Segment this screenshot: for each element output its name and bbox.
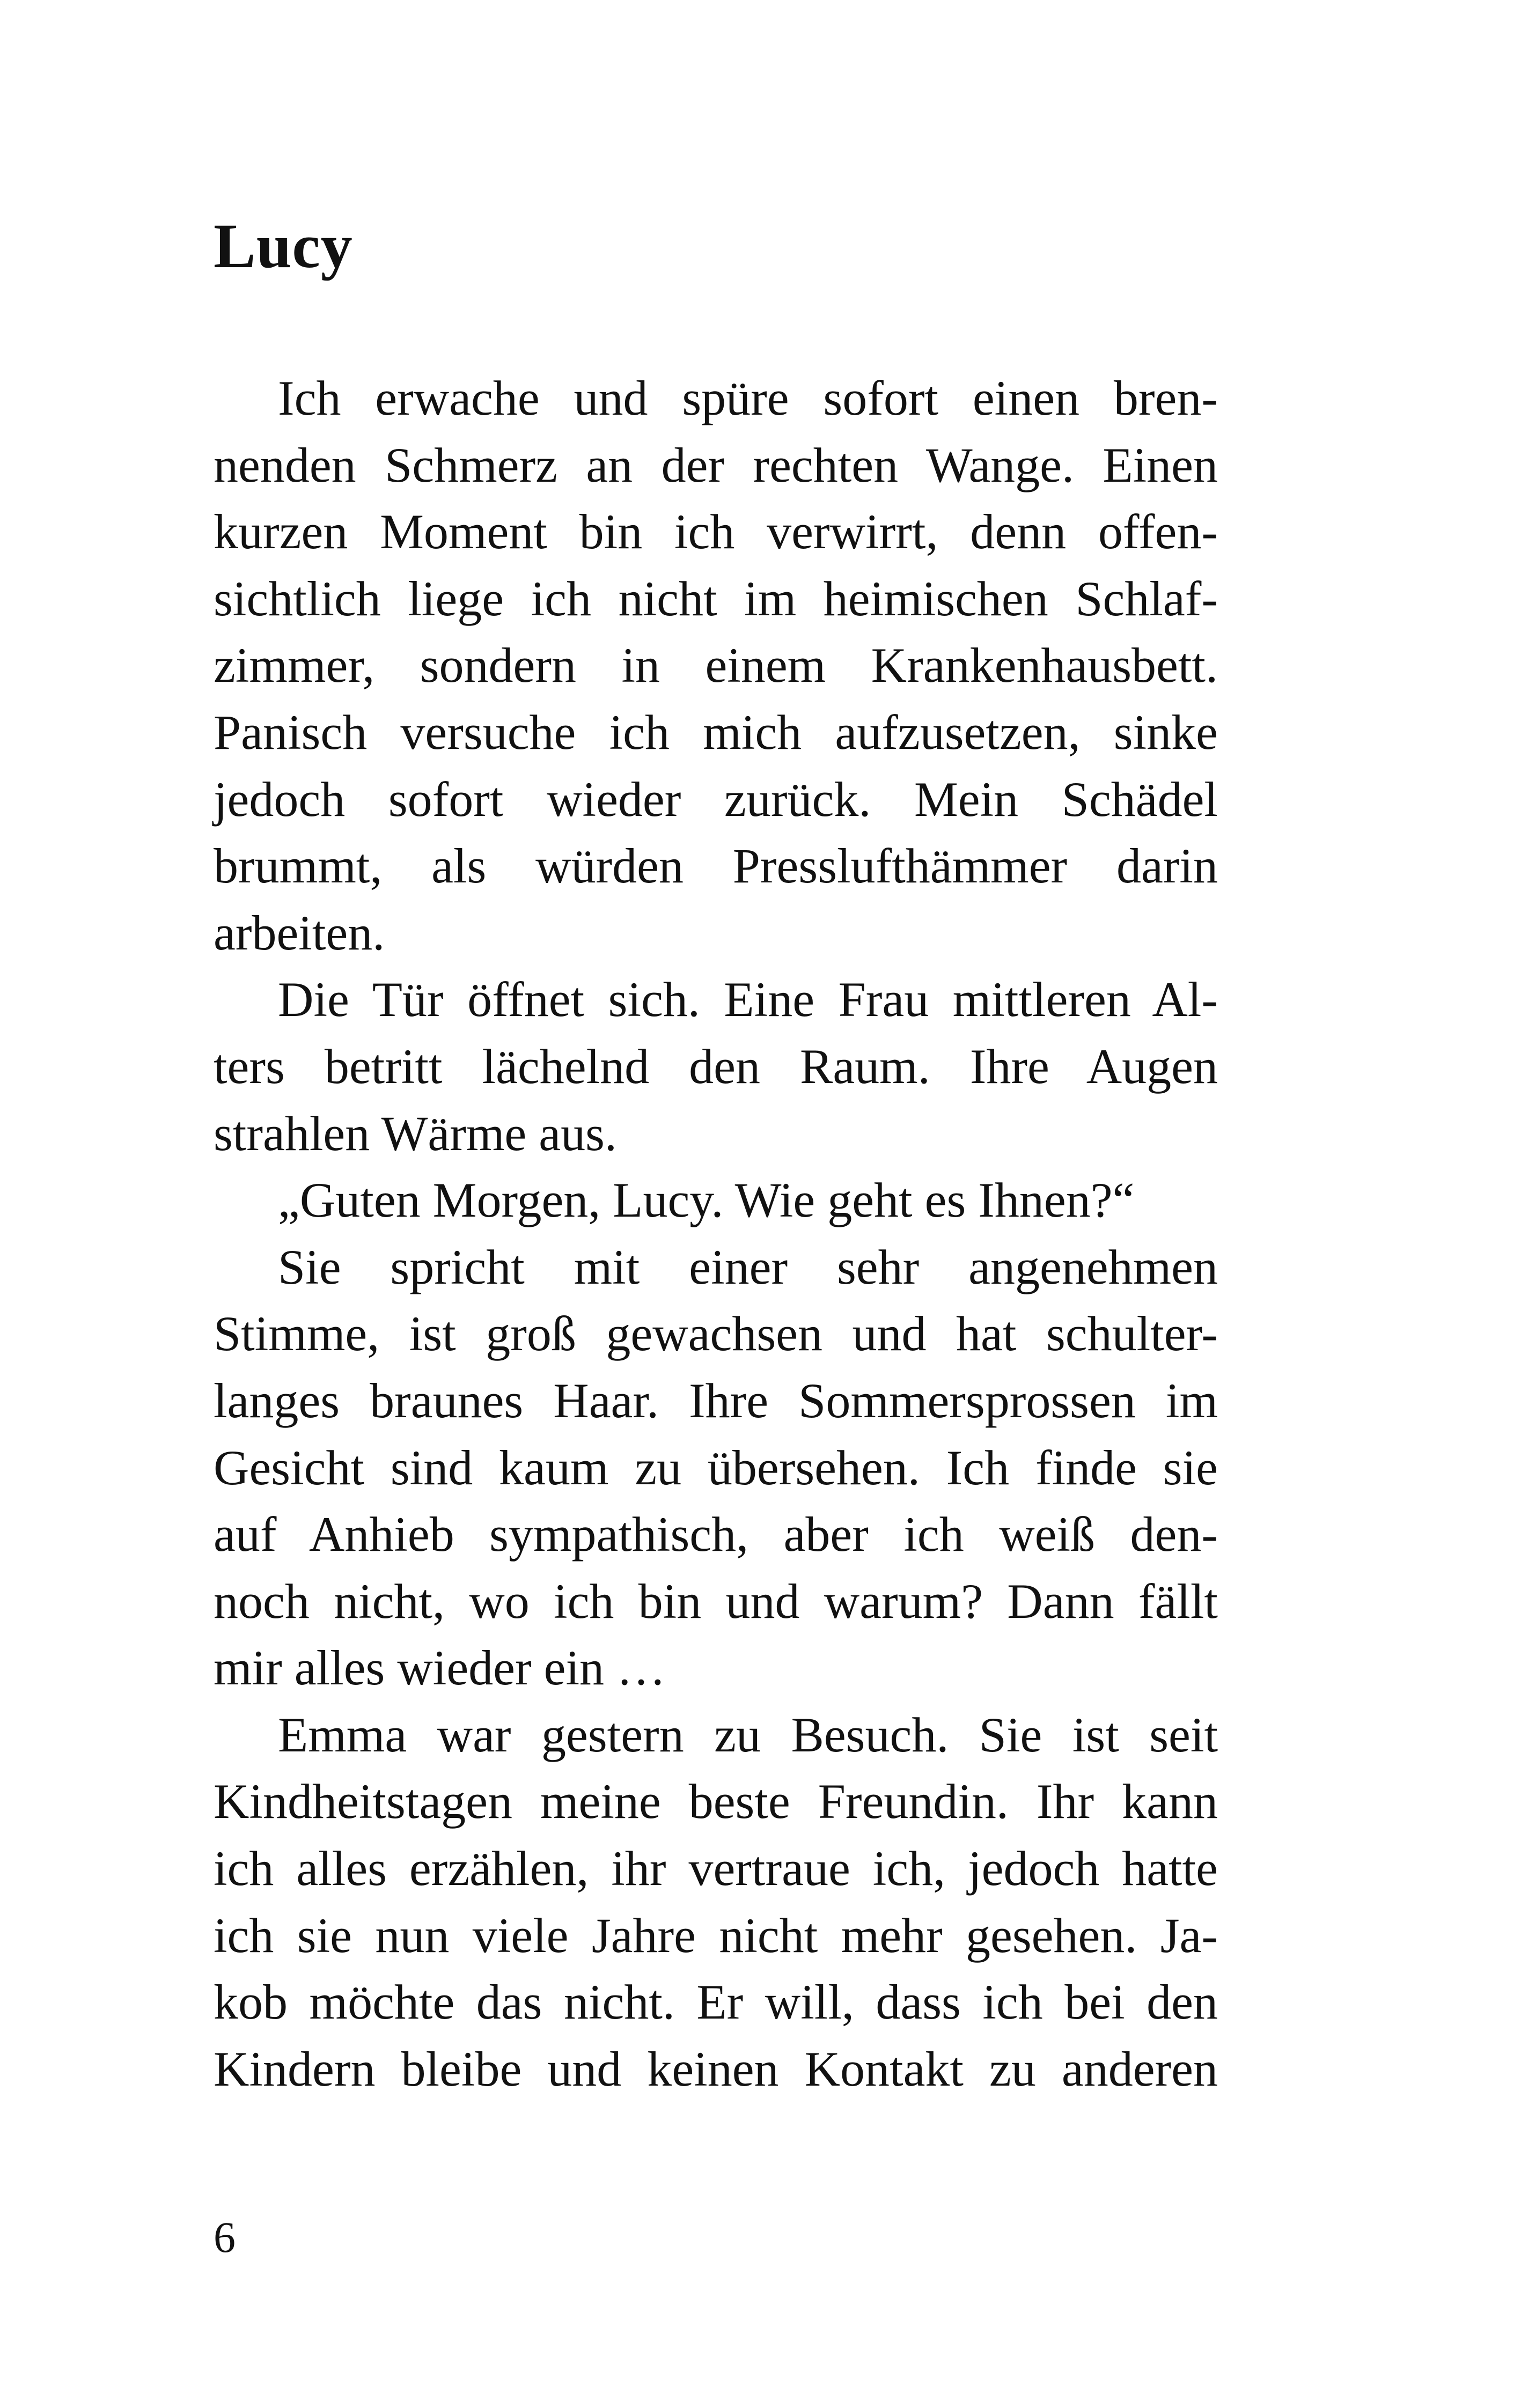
text-line: ich sie nun viele Jahre nicht mehr gesehen. Ja-: [214, 1908, 1218, 1963]
text-line: ters betritt lächelnd den Raum. Ihre Augen: [214, 1039, 1218, 1094]
text-line: Sie spricht mit einer sehr angenehmen: [278, 1239, 1218, 1294]
text-line: kurzen Moment bin ich verwirrt, denn offen-: [214, 504, 1218, 559]
text-line: jedoch sofort wieder zurück. Mein Schädel: [214, 771, 1218, 827]
text-line: Die Tür öffnet sich. Eine Frau mittleren Al-: [278, 972, 1218, 1027]
text-line: zimmer, sondern in einem Krankenhausbett.: [214, 638, 1218, 693]
text-line: Emma war gestern zu Besuch. Sie ist seit: [278, 1707, 1218, 1762]
chapter-title: Lucy: [214, 211, 353, 281]
text-line: Gesicht sind kaum zu übersehen. Ich finde sie: [214, 1440, 1218, 1495]
text-line: ich alles erzählen, ihr vertraue ich, jedoch hatte: [214, 1841, 1218, 1896]
text-line: strahlen Wärme aus.: [214, 1106, 617, 1161]
text-line: kob möchte das nicht. Er will, dass ich bei den: [214, 1975, 1218, 2030]
text-line: noch nicht, wo ich bin und warum? Dann fällt: [214, 1573, 1218, 1629]
text-line: Kindern bleibe und keinen Kontakt zu anderen: [214, 2041, 1218, 2096]
text-line: Kindheitstagen meine beste Freundin. Ihr kann: [214, 1774, 1218, 1829]
text-line: „Guten Morgen, Lucy. Wie geht es Ihnen?“: [278, 1173, 1135, 1228]
text-line: sichtlich liege ich nicht im heimischen Schlaf-: [214, 571, 1218, 626]
text-line: mir alles wieder ein …: [214, 1640, 666, 1696]
text-line: arbeiten.: [214, 905, 385, 960]
text-line: brummt, als würden Presslufthämmer darin: [214, 838, 1218, 894]
page-number: 6: [214, 2213, 236, 2262]
text-line: nenden Schmerz an der rechten Wange. Einen: [214, 437, 1218, 492]
text-line: Ich erwache und spüre sofort einen bren-: [278, 371, 1218, 425]
body-text: [214, 365, 1218, 2102]
text-line: langes braunes Haar. Ihre Sommersprossen im: [214, 1373, 1218, 1428]
text-line: Panisch versuche ich mich aufzusetzen, sinke: [214, 704, 1218, 760]
text-line: Stimme, ist groß gewachsen und hat schulter-: [214, 1306, 1218, 1361]
text-line: auf Anhieb sympathisch, aber ich weiß den-: [214, 1507, 1218, 1562]
